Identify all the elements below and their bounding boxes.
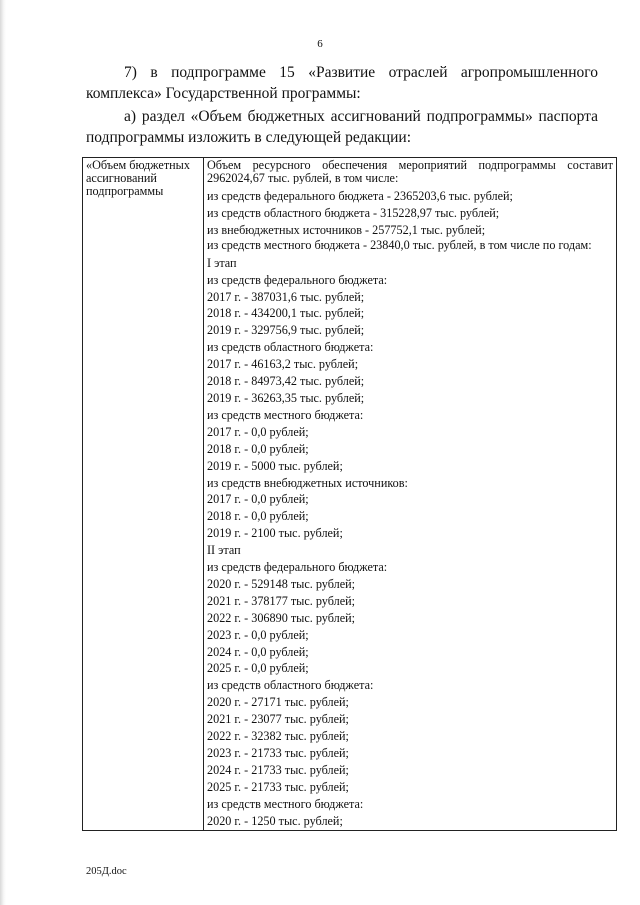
content-line: из средств областного бюджета: xyxy=(207,678,374,693)
content-line: 2024 г. - 0,0 рублей; xyxy=(207,644,309,659)
content-line: из средств внебюджетных источников: xyxy=(207,475,408,490)
content-line: 2017 г. - 46163,2 тыс. рублей; xyxy=(207,357,359,372)
content-line: 2020 г. - 529148 тыс. рублей; xyxy=(207,576,356,591)
content-line: из внебюджетных источников - 257752,1 тыс. рублей; xyxy=(207,222,486,237)
label-text: «Объем бюджетных ассигнований подпрограммы xyxy=(86,158,190,198)
content-line: из средств федерального бюджета - 2365203,6 тыс. рублей; xyxy=(207,189,513,203)
content-line: 2025 г. - 21733 тыс. рублей; xyxy=(207,779,349,794)
content-line: 2017 г. - 0,0 рублей; xyxy=(207,492,309,507)
content-line: 2018 г. - 84973,42 тыс. рублей; xyxy=(207,374,365,389)
content-line: 2022 г. - 32382 тыс. рублей; xyxy=(207,729,349,744)
content-line: II этап xyxy=(207,543,241,558)
content-line: из средств областного бюджета: xyxy=(207,340,374,355)
passport-table xyxy=(82,157,617,831)
content-line: 2025 г. - 0,0 рублей; xyxy=(207,661,309,676)
page-number: 6 xyxy=(317,38,323,50)
content-line: 2019 г. - 36263,35 тыс. рублей; xyxy=(207,390,365,405)
content-line: 2024 г. - 21733 тыс. рублей; xyxy=(207,762,349,777)
content-line: из средств федерального бюджета: xyxy=(207,560,388,575)
content-line: 2018 г. - 0,0 рублей; xyxy=(207,509,309,524)
content-line: 2020 г. - 1250 тыс. рублей; xyxy=(207,813,343,828)
content-line: 2020 г. - 27171 тыс. рублей; xyxy=(207,695,349,710)
content-line: 2023 г. - 21733 тыс. рублей; xyxy=(207,746,349,760)
paragraph-subprogram-15: 7) в подпрограмме 15 «Развитие отраслей агропромышленного комплекса» Государственной программы: xyxy=(86,64,598,102)
content-line: 2017 г. - 387031,6 тыс. рублей; xyxy=(207,289,365,304)
content-line: 2023 г. - 0,0 рублей; xyxy=(207,627,309,642)
content-line: из средств областного бюджета - 315228,97 тыс. рублей; xyxy=(207,205,500,220)
table-row xyxy=(83,158,617,831)
content-line: 2018 г. - 0,0 рублей; xyxy=(207,441,309,456)
content-line: 2022 г. - 306890 тыс. рублей; xyxy=(207,610,356,625)
content-line: 2018 г. - 434200,1 тыс. рублей; xyxy=(207,306,365,321)
content-line: I этап xyxy=(207,255,237,270)
paragraph-section-a: а) раздел «Объем бюджетных ассигнований подпрограммы» паспорта подпрограммы изложить в следующей редакции: xyxy=(86,108,598,146)
content-line: из средств местного бюджета: xyxy=(207,407,364,422)
scan-edge xyxy=(0,0,6,905)
content-line: из средств местного бюджета - 23840,0 тыс. рублей, в том числе по годам: xyxy=(207,238,592,252)
content-line: 2021 г. - 23077 тыс. рублей; xyxy=(207,712,349,727)
label-cell xyxy=(83,158,204,831)
content-line: 2019 г. - 2100 тыс. рублей; xyxy=(207,526,343,541)
content-line: 2019 г. - 5000 тыс. рублей; xyxy=(207,458,343,473)
content-line: Объем ресурсного обеспечения мероприятий подпрограммы составит 2962024,67 тыс. рублей, в том числе: xyxy=(207,159,613,184)
content-line: из средств местного бюджета: xyxy=(207,796,364,811)
content-cell xyxy=(204,158,617,831)
footer-filename: 205Д.doc xyxy=(86,866,127,877)
content-line: из средств федерального бюджета: xyxy=(207,272,388,287)
content-line: 2019 г. - 329756,9 тыс. рублей; xyxy=(207,323,365,338)
content-line: 2021 г. - 378177 тыс. рублей; xyxy=(207,593,356,608)
content-line: 2017 г. - 0,0 рублей; xyxy=(207,424,309,439)
